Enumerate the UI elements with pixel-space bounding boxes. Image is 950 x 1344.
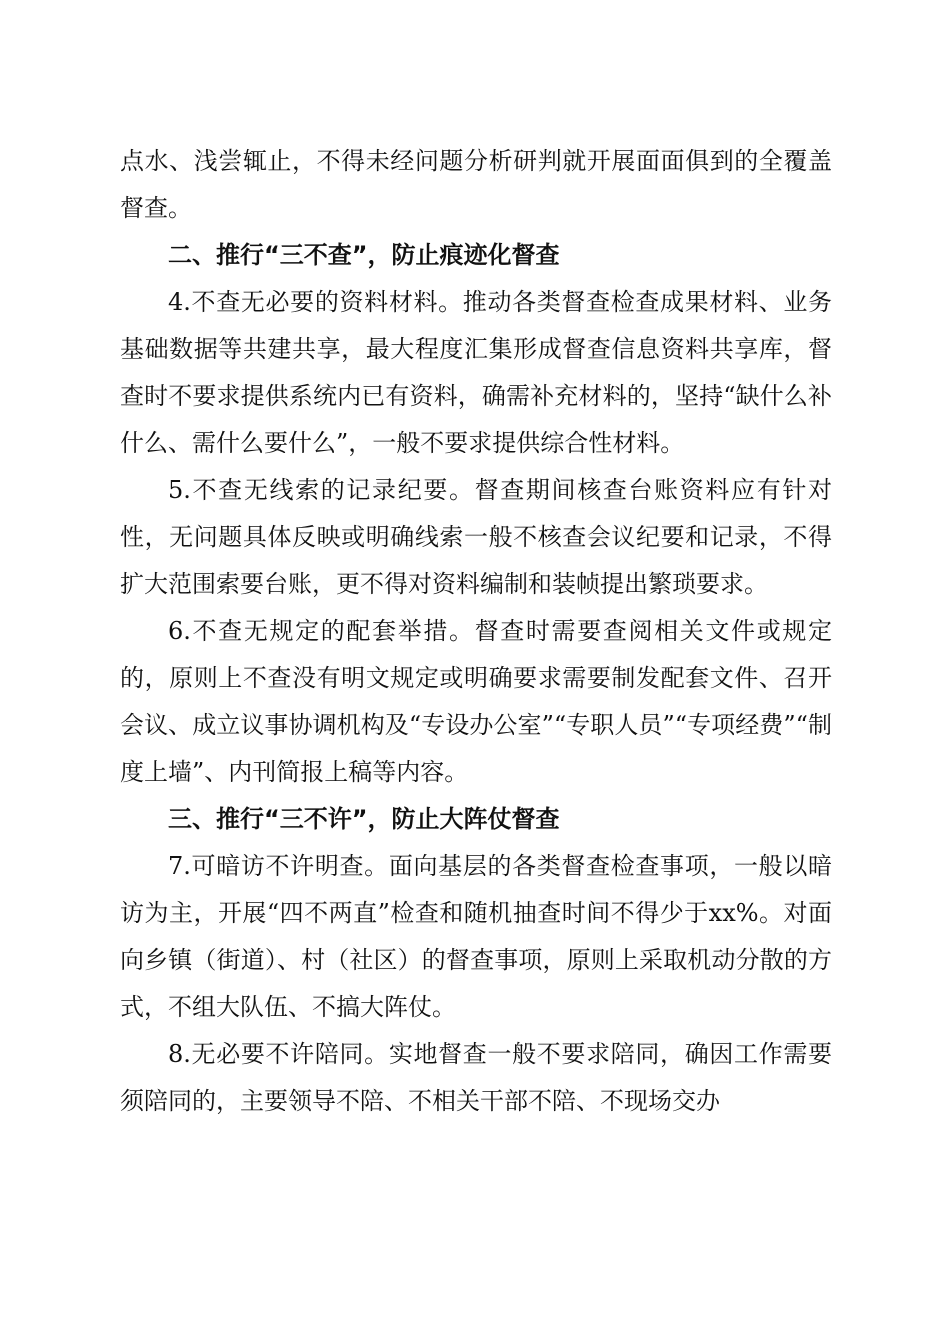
paragraph-continuation: 点水、浅尝辄止，不得未经问题分析研判就开展面面俱到的全覆盖督查。	[120, 147, 832, 222]
paragraph-item-5: 5.不查无线索的记录纪要。督查期间核查台账资料应有针对性，无问题具体反映或明确线索一般不核查会议纪要和记录，不得扩大范围索要台账，更不得对资料编制和装帧提出繁琐要求。	[120, 476, 832, 598]
section-heading-3: 三、推行“三不许”，防止大阵仗督查	[168, 805, 560, 833]
section-heading-2: 二、推行“三不查”，防止痕迹化督查	[168, 241, 560, 269]
paragraph-item-8: 8.无必要不许陪同。实地督查一般不要求陪同，确因工作需要须陪同的，主要领导不陪、不相关干部不陪、不现场交办	[120, 1040, 832, 1115]
document-body	[120, 138, 832, 1125]
paragraph-item-4: 4.不查无必要的资料材料。推动各类督查检查成果材料、业务基础数据等共建共享，最大程度汇集形成督查信息资料共享库，督查时不要求提供系统内已有资料，确需补充材料的，坚持“缺什么补什么、需什么要什么”，一般不要求提供综合性材料。	[120, 288, 832, 457]
paragraph-item-7: 7.可暗访不许明查。面向基层的各类督查检查事项，一般以暗访为主，开展“四不两直”检查和随机抽查时间不得少于xx%。对面向乡镇（街道）、村（社区）的督查事项，原则上采取机动分散的方式，不组大队伍、不搞大阵仗。	[120, 852, 832, 1021]
paragraph-item-6: 6.不查无规定的配套举措。督查时需要查阅相关文件或规定的，原则上不查没有明文规定或明确要求需要制发配套文件、召开会议、成立议事协调机构及“专设办公室”“专职人员”“专项经费”“制度上墙”、内刊简报上稿等内容。	[120, 617, 832, 786]
